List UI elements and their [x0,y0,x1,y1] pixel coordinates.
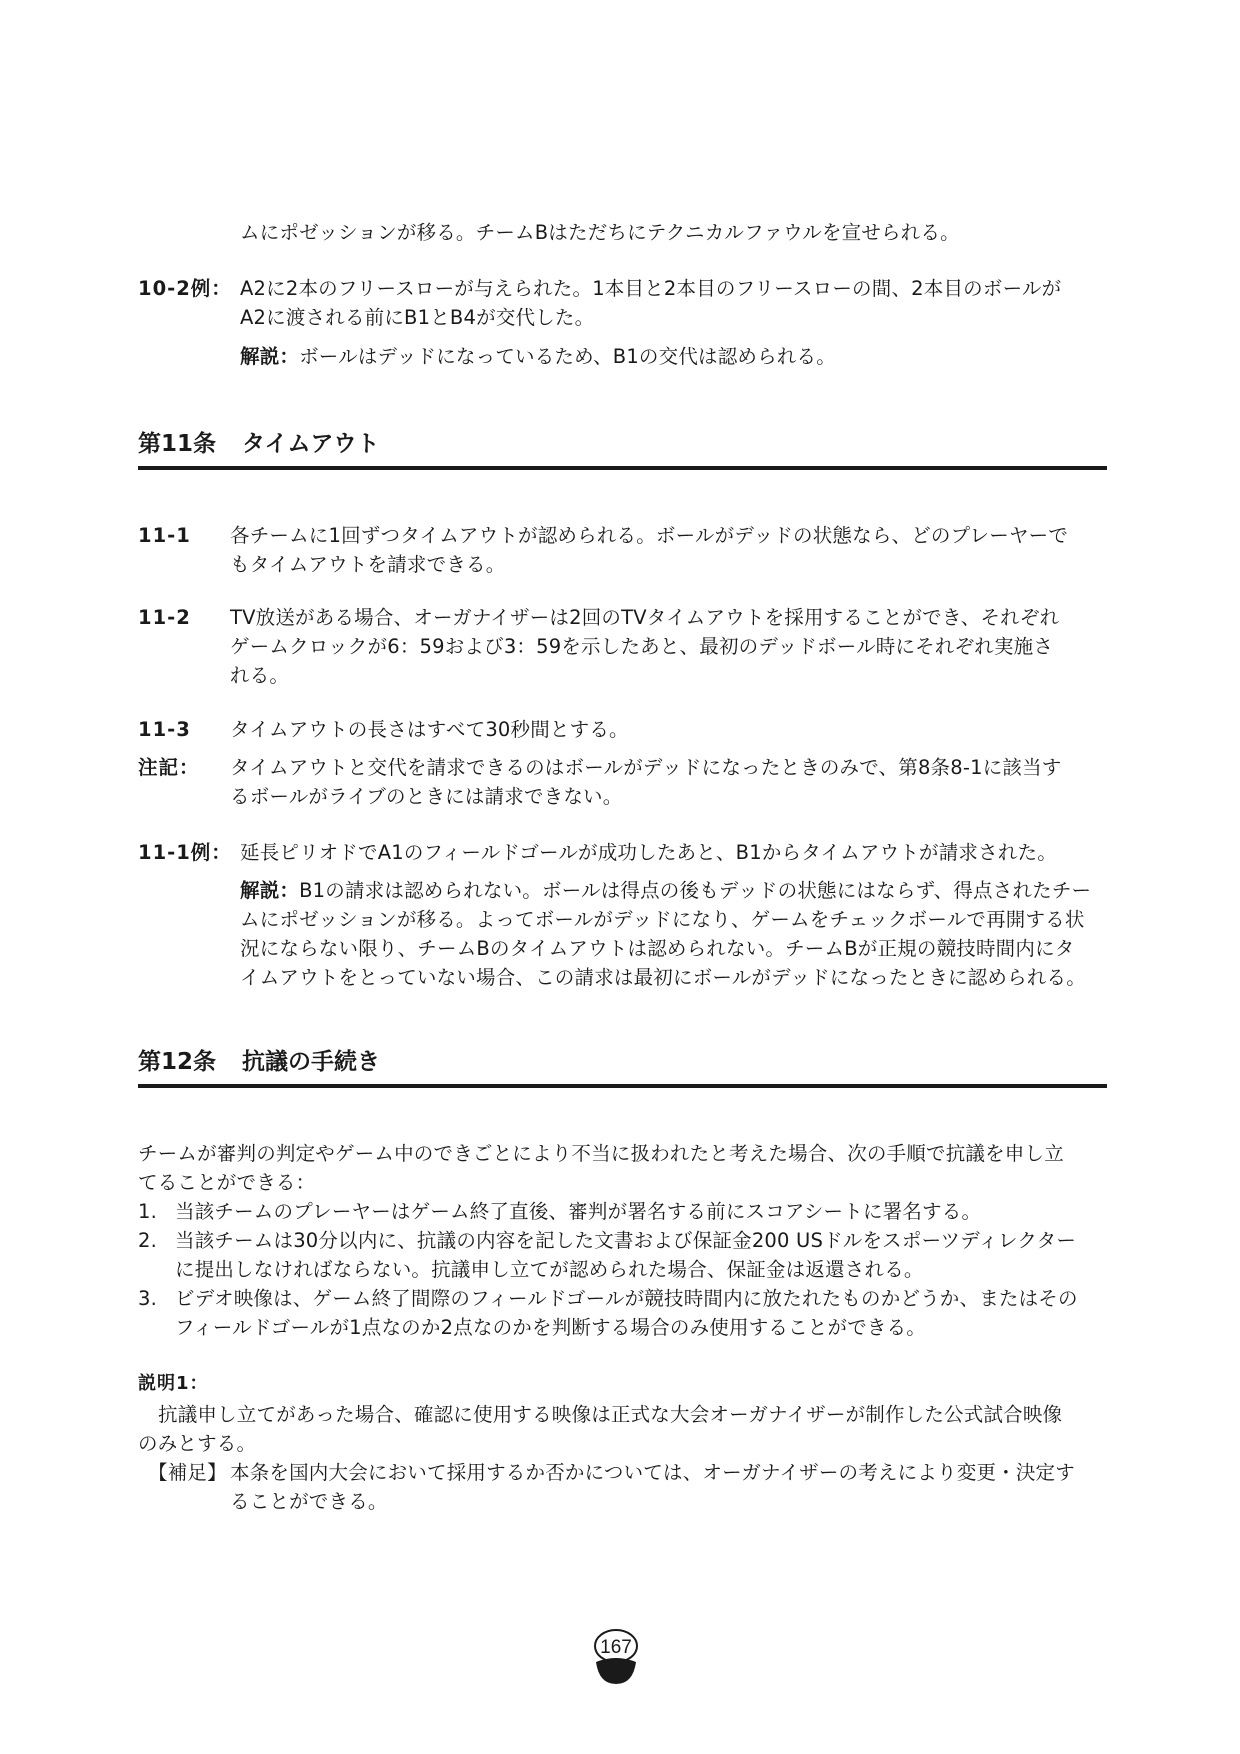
article-11-rule [138,466,1107,470]
article-12-heading [138,1046,380,1078]
example-11-1-label: 11-1例： [138,841,232,864]
page-number: 167 [600,1637,632,1658]
clause-11-3-label: 11-3 [138,718,191,741]
step-2-number: 2. [138,1229,158,1252]
note-line-2: るボールがライブのときには請求できない。 [230,785,623,808]
example-10-2-explanation [240,342,836,372]
article-12-intro-line-2: てることができる： [138,1171,316,1194]
article-12-rule [138,1084,1107,1088]
explanation-1-label: 説明1： [138,1373,209,1394]
article-12-title: 抗議の手続き [242,1049,381,1075]
step-1-number: 1. [138,1200,158,1223]
clause-11-3-line-1: タイムアウトの長さはすべて30秒間とする。 [230,718,629,741]
article-11-number: 第11条 [138,431,217,457]
supplement-line-2: ることができる。 [230,1490,388,1513]
example-11-1-line: 延長ピリオドでA1のフィールドゴールが成功したあと、B1からタイムアウトが請求された。 [240,841,1057,864]
step-1-line-1: 当該チームのプレーヤーはゲーム終了直後、審判が署名する前にスコアシートに署名する。 [175,1200,982,1223]
step-2-line-1: 当該チームは30分以内に、抗議の内容を記した文書および保証金200 USドルをスポーツディレクター [175,1229,1077,1252]
step-3-line-1: ビデオ映像は、ゲーム終了間際のフィールドゴールが競技時間内に放たれたものかどうか、またはその [175,1287,1078,1310]
article-11-heading [138,428,380,460]
clause-11-1-line-2: もタイムアウトを請求できる。 [230,553,506,576]
note-label: 注記： [138,756,200,779]
explanation-label: 解説： [240,879,300,902]
example-10-2-label: 10-2例： [138,277,232,300]
supplement-line-1: 本条を国内大会において採用するか否かについては、オーガナイザーの考えにより変更・決定す [230,1461,1075,1484]
note-line-1: タイムアウトと交代を請求できるのはボールがデッドになったときのみで、第8条8-1に該当す [230,756,1062,779]
article-12-number: 第12条 [138,1049,217,1075]
basketball-icon [593,1624,639,1686]
explanation-text: B1の請求は認められない。ボールは得点の後もデッドの状態にはならず、得点されたチー [299,879,1092,902]
clause-11-2-line-1: TV放送がある場合、オーガナイザーは2回のTVタイムアウトを採用することができ、それぞれ [230,606,1060,629]
continuation-line: ムにポゼッションが移る。チームBはただちにテクニカルファウルを宣せられる。 [240,221,960,244]
clause-11-2-label: 11-2 [138,606,191,629]
clause-11-1-line-1: 各チームに1回ずつタイムアウトが認められる。ボールがデッドの状態なら、どのプレーヤーで [230,524,1069,547]
example-11-1-explanation-line-4: イムアウトをとっていない場合、この請求は最初にボールがデッドになったときに認められる。 [240,966,1086,989]
article-12-intro-line-1: チームが審判の判定やゲーム中のできごとにより不当に扱われたと考えた場合、次の手順で抗議を申し立 [138,1142,1064,1165]
clause-11-1-label: 11-1 [138,524,191,547]
article-11-title: タイムアウト [242,431,380,457]
clause-11-2-line-2: ゲームクロックが6：59および3：59を示したあと、最初のデッドボール時にそれぞれ実施さ [230,635,1054,658]
step-3-line-2: フィールドゴールが1点なのか2点なのかを判断する場合のみ使用することができる。 [175,1316,926,1339]
step-2-line-2: に提出しなければならない。抗議申し立てが認められた場合、保証金は返還される。 [175,1258,924,1281]
clause-11-2-line-3: れる。 [230,664,290,687]
example-10-2-line-2: A2に渡される前にB1とB4が交代した。 [240,306,595,329]
example-11-1-explanation-line-2: ムにポゼッションが移る。よってボールがデッドになり、ゲームをチェックボールで再開する状 [240,908,1085,931]
supplement-label: 【補足】 [148,1461,227,1484]
explanation-text: ボールはデッドになっているため、B1の交代は認められる。 [299,345,836,368]
example-10-2-line-1: A2に2本のフリースローが与えられた。1本目と2本目のフリースローの間、2本目のボールが [240,277,1062,300]
page-number-badge [593,1624,639,1686]
explanation-1-line-2: のみとする。 [138,1432,257,1455]
explanation-label: 解説： [240,345,300,368]
explanation-1-line-1: 抗議申し立てがあった場合、確認に使用する映像は正式な大会オーガナイザーが制作した公式試合映像 [158,1403,1063,1426]
example-11-1-explanation-line-3: 況にならない限り、チームBのタイムアウトは認められない。チームBが正規の競技時間内にタ [240,937,1075,960]
example-11-1-explanation-line-1 [240,876,1091,906]
step-3-number: 3. [138,1287,158,1310]
